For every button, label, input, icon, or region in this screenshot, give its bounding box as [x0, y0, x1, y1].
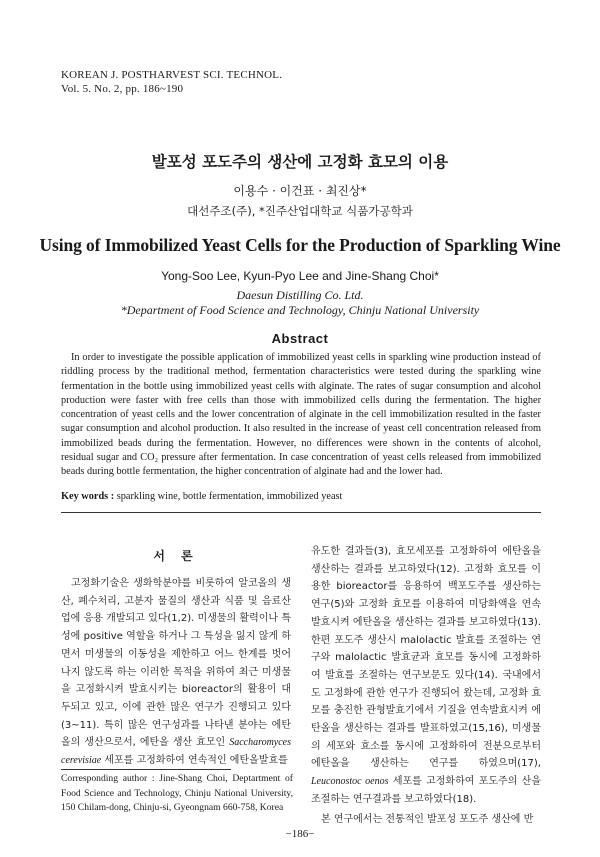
korean-authors: 이용수 · 이건표 · 최진상*	[233, 184, 367, 198]
footnote: Corresponding author : Jine-Shang Choi, Deptartment of Food Science and Technology, Chinju National University, 150 Chilam-dong, Chinju-si, Gyeongnam 660-758, Korea	[61, 773, 293, 813]
korean-affiliation: 대선주조(주), *진주산업대학교 식품가공학과	[187, 204, 413, 218]
right-text-2: 세포를 고정화하여 포도주의 산을 조절하는 연구결과를 보고하였다(18).	[311, 776, 541, 805]
journal-header	[61, 68, 282, 96]
left-text: 고정화기술은 생화학분야를 비롯하여 알코올의 생산, 폐수처리, 고분자 물질의 생산과 식품 및 음료산업에 응용 개발되고 있다(1,2). 미생물의 활력이나 특성에 positive 역할을 하거나 그 특성을 잃지 않게 하면서 미생물의 이동성을 제한하고 어느 한계를 벗어나지 않도록 하는 이러한 목적을 위하여 최근 미생물을 고정화시켜 발효시키는 bioreactor의 활용이 대두되고 있고, 이에 관한 많은 연구가 진행되고 있다(3~11). 특히 많은 연구성과를 나타낸 분야는 에탄올의 생산으로서, 에탄올 생산 효모인	[61, 578, 291, 749]
right-text-1: 유도한 결과들(3), 효모세포를 고정화하여 에탄올을 생산하는 결과를 보고하였다(12). 고정화 효모를 이용한 bioreactor를 응용하여 백포도주를 생산하는 연구(5)와 고정화 효모를 이용하여 미당화액을 연속발효시켜 에탄올을 생산하는 결과를 보고하였다(13). 한편 포도주 생산시 malolactic 발효를 조절하는 연구와 malolactic 발효균과 효모를 동시에 고정화하여 발효를 조절하는 연구보문도 있다(14). 국내에서도 고정화에 관한 연구가 진행되어 왔는데, 고정화 효모를 충진한 관형발효기에서 기질을 연속발효시켜 에탄올을 생산하는 결과를 발표하였고(15,16), 미생물의 세포와 효소를 동시에 고정화하여 전분으로부터 에탄올을 생산하는 연구를 하였으며(17),	[311, 546, 541, 770]
body-left-column	[61, 575, 291, 770]
keywords	[61, 491, 541, 502]
journal-name: KOREAN J. POSTHARVEST SCI. TECHNOL.	[61, 69, 283, 81]
english-title: Using of Immobilized Yeast Cells for the Production of Sparkling Wine	[39, 235, 561, 255]
section-divider	[61, 512, 541, 513]
korean-title: 발포성 포도주의 생산에 고정화 효모의 이용	[151, 153, 449, 171]
english-affiliation-2: *Department of Food Science and Technology, Chinju National University	[120, 303, 480, 317]
abstract-text: In order to investigate the possible application of immobilized yeast cells in sparkling wine production instead of riddling process by the traditional method, fermentation characteristics were tested during the sparkling wine fermentation in the bottle using immobilized yeast cells with alginate. The rates of sugar consumption and alcohol production were faster with free cells than those with immobilized cells during the fermentation. The higher concentration of yeast cells and the lower concentration of alginate in the cell immobilization resulted in the faster sugar consumption and alcohol production. It also resulted in the increase of yeast cell concentration released from immobilized beads during the fermentation. However, no differences were shown in the contents of alcohol, residual sugar and CO₂ pressure after fermentation. In case concentration of yeast cells released from immobilized beads during bottle fermentation, the higher concentration of alginate had and the lower had.	[61, 352, 541, 478]
english-affiliation-1: Daesun Distilling Co. Ltd.	[236, 288, 364, 302]
left-text-end: 세포를 고정화하여 연속적인 에탄올발효를	[101, 755, 288, 767]
section-heading: 서 론	[153, 549, 199, 563]
left-species: Saccharomyces cerevisiae	[61, 737, 291, 767]
page-number-text: −186−	[285, 828, 315, 840]
english-authors: Yong-Soo Lee, Kyun-Pyo Lee and Jine-Shang Choi*	[161, 269, 439, 283]
keywords-label: Key words :	[61, 491, 115, 502]
right-paragraph-2: 본 연구에서는 전통적인 발포성 포도주 생산에 반	[321, 813, 534, 825]
footnote-rule	[61, 769, 231, 770]
body-right-column	[311, 543, 541, 825]
keywords-text: sparkling wine, bottle fermentation, immobilized yeast	[114, 491, 343, 502]
journal-issue: Vol. 5. No. 2, pp. 186~190	[61, 83, 184, 95]
right-species: Leuconostoc oenos	[311, 776, 389, 788]
abstract-heading: Abstract	[271, 331, 329, 346]
